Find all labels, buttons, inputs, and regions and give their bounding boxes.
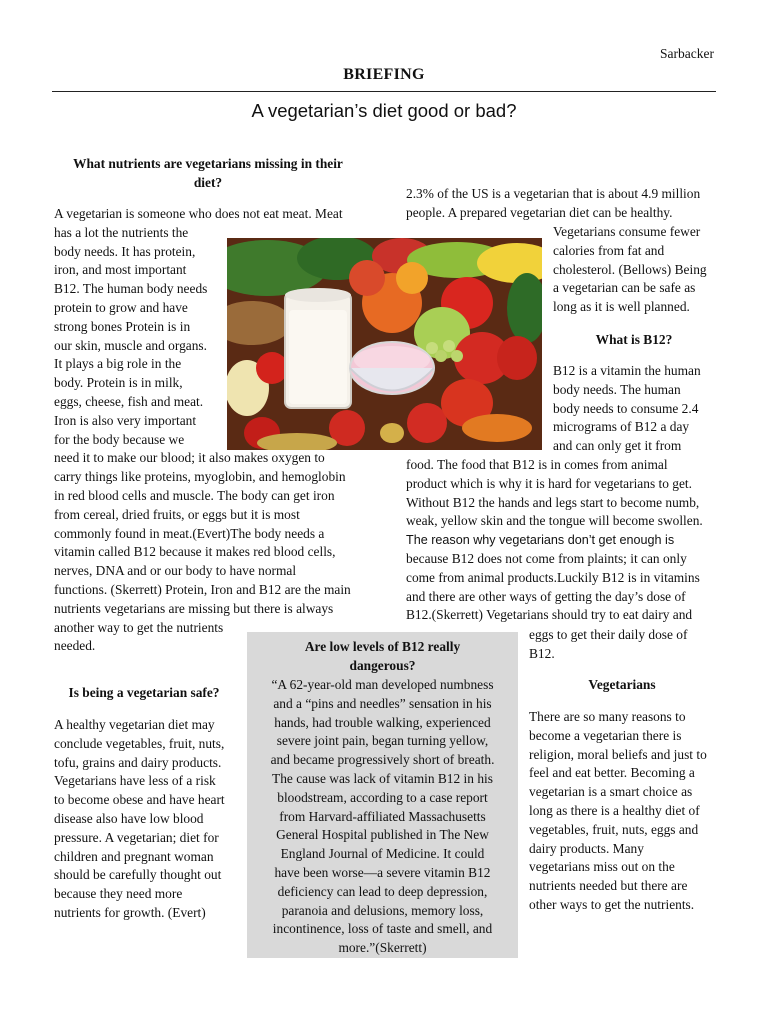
text-line: protein to grow and have xyxy=(54,299,188,315)
text-line: General Hospital published in The New xyxy=(276,827,489,843)
text-line: and there are other ways of getting the day’s dose of xyxy=(406,588,686,604)
stats-paragraph xyxy=(406,185,726,223)
text-line: eggs to get their daily dose of xyxy=(529,627,688,642)
header-divider xyxy=(52,91,716,92)
text-line: Without B12 the hands and legs start to become numb, xyxy=(406,494,700,510)
text-line: functions. (Skerrett) Protein, Iron and B12 are the main xyxy=(54,581,351,597)
text-line: more.”(Skerrett) xyxy=(338,940,427,956)
text-line: body needs. It has protein, xyxy=(54,243,196,259)
vegetarians-heading: Vegetarians xyxy=(588,677,656,692)
b12-full-paragraph xyxy=(406,456,731,625)
b12-sidebar-box xyxy=(247,632,518,958)
text-line: children and pregnant woman xyxy=(54,848,214,864)
text-line: tofu, grains and dairy products. xyxy=(54,754,222,770)
text-line: vegetables, fruit, nuts, eggs and xyxy=(529,821,699,837)
sidebar-quote xyxy=(255,676,510,958)
text-line: There are so many reasons to xyxy=(529,709,686,724)
text-line: cholesterol. (Bellows) Being xyxy=(553,261,707,277)
text-line: carry things like proteins, myoglobin, and hemoglobin xyxy=(54,469,346,485)
text-line: because B12 does not come from plaints; it can only xyxy=(406,550,687,566)
text-line: calories from fat and xyxy=(553,242,665,258)
text-line: “A 62-year-old man developed numbness xyxy=(271,677,494,692)
section-label: BRIEFING xyxy=(343,66,425,83)
text-line: vitamin called B12 because it makes red blood cells, xyxy=(54,544,336,560)
safe-heading: Is being a vegetarian safe? xyxy=(68,685,220,700)
fruits-vegetables-milk-photo xyxy=(227,238,542,450)
nutrients-heading: What nutrients are vegetarians missing in their diet? xyxy=(73,156,343,190)
sidebar-heading: Are low levels of B12 really dangerous? xyxy=(304,639,461,673)
text-line: nutrients for growth. (Evert) xyxy=(54,904,206,920)
b12-heading: What is B12? xyxy=(595,332,673,347)
text-line: pressure. A vegetarian; diet for xyxy=(54,829,219,845)
text-line: dairy products. Many xyxy=(529,840,644,856)
text-line: deficiency can lead to deep depression, xyxy=(277,883,488,899)
text-line: weak, yellow skin and the tongue will become swollen. xyxy=(406,513,703,529)
text-line: long as there is a healthy diet of xyxy=(529,802,700,818)
text-line: It plays a big role in the xyxy=(54,356,182,372)
text-line: iron, and most important xyxy=(54,262,187,278)
text-line: Iron is also very important xyxy=(54,412,197,428)
text-line: incontinence, loss of taste and smell, and xyxy=(272,921,493,937)
text-line: body needs to consume 2.4 xyxy=(553,400,699,416)
text-line: disease also have low blood xyxy=(54,810,204,826)
text-line: religion, moral beliefs and just to xyxy=(529,746,707,762)
food-illustration xyxy=(227,238,542,450)
author-name: Sarbacker xyxy=(660,46,714,61)
text-line: B12. xyxy=(529,645,555,661)
text-line: strong bones Protein is in xyxy=(54,318,191,334)
text-line: The cause was lack of vitamin B12 in his xyxy=(272,770,493,786)
text-line: vegetarian is a smart choice as xyxy=(529,784,693,800)
vegetarians-paragraph xyxy=(529,708,719,915)
text-line: body needs. The human xyxy=(553,381,681,397)
text-line: B12. The human body needs xyxy=(54,281,208,297)
text-line: nerves, DNA and or our body to have normal xyxy=(54,563,297,579)
text-line: in red blood cells and muscle. The body can get iron xyxy=(54,487,335,503)
text-line: Vegetarians consume fewer xyxy=(553,224,701,239)
text-line: vegetarians miss out on the xyxy=(529,859,675,875)
text-line: from Harvard-affiliated Massachusetts xyxy=(279,808,486,824)
text-line: severe joint pain, began turning yellow, xyxy=(276,733,489,749)
text-line: should be carefully thought out xyxy=(54,867,222,883)
text-line: long as it is well planned. xyxy=(553,299,690,315)
text-line: come from animal products.Luckily B12 is in vitamins xyxy=(406,569,700,585)
text-line: a vegetarian can be safe as xyxy=(553,280,696,296)
text-line: because they need more xyxy=(54,886,183,902)
text-line: become a vegetarian there is xyxy=(529,727,682,743)
text-line: product which is why it is hard for vegetarians to get. xyxy=(406,475,692,491)
text-line: to become obese and have heart xyxy=(54,792,225,808)
text-line: has a lot the nutrients the xyxy=(54,224,189,240)
text-line: hands, had trouble walking, experienced xyxy=(274,714,491,730)
stats-wrap-paragraph xyxy=(553,223,723,317)
text-line: needed. xyxy=(54,638,96,654)
text-line: other ways to get the nutrients. xyxy=(529,896,695,912)
text-line: nutrients needed but there are xyxy=(529,878,688,894)
text-line: Vegetarians have less of a risk xyxy=(54,773,216,789)
text-line: 2.3% of the US is a vegetarian that is about 4.9 million xyxy=(406,186,701,201)
text-line: need it to make our blood; it also makes oxygen to xyxy=(54,450,325,466)
text-line: and a “pins and needles” sensation in his xyxy=(273,695,492,711)
text-line: The reason why vegetarians don’t get enough is xyxy=(406,533,675,548)
text-line: bloodstream, according to a case report xyxy=(277,789,488,805)
text-line: B12.(Skerrett) Vegetarians should try to eat dairy and xyxy=(406,607,693,623)
page-title: A vegetarian’s diet good or bad? xyxy=(251,100,517,121)
text-line: England Journal of Medicine. It could xyxy=(280,846,485,862)
text-line: and became progressively short of breath. xyxy=(270,752,495,768)
text-line: and can only get it from xyxy=(553,438,682,454)
nutrients-full-text xyxy=(54,449,374,656)
text-line: A vegetarian is someone who does not eat meat. Meat xyxy=(54,206,343,221)
text-line: for the body because we xyxy=(54,431,185,447)
b12-end-paragraph xyxy=(529,626,719,664)
text-line: conclude vegetables, fruit, nuts, xyxy=(54,735,225,751)
text-line: our skin, muscle and organs. xyxy=(54,337,207,353)
text-line: B12 is a vitamin the human xyxy=(553,363,701,378)
text-line: from cereal, dried fruits, or eggs but it is most xyxy=(54,506,300,522)
text-line: micrograms of B12 a day xyxy=(553,419,690,435)
text-line: people. A prepared vegetarian diet can be healthy. xyxy=(406,204,673,220)
text-line: food. The food that B12 is in comes from animal xyxy=(406,457,668,472)
text-line: have been worse—a severe vitamin B12 xyxy=(274,864,491,880)
text-line: another way to get the nutrients xyxy=(54,619,224,635)
text-line: nutrients vegetarians are missing but there is always xyxy=(54,600,334,616)
text-line: body. Protein is in milk, xyxy=(54,375,183,391)
text-line: eggs, cheese, fish and meat. xyxy=(54,393,204,409)
text-line: feel and eat better. Becoming a xyxy=(529,765,695,781)
b12-wrap-paragraph xyxy=(553,362,723,456)
safe-paragraph xyxy=(54,716,244,923)
text-line: A healthy vegetarian diet may xyxy=(54,717,215,732)
text-line: paranoia and delusions, memory loss, xyxy=(281,902,484,918)
text-line: commonly found in meat.(Evert)The body needs a xyxy=(54,525,325,541)
